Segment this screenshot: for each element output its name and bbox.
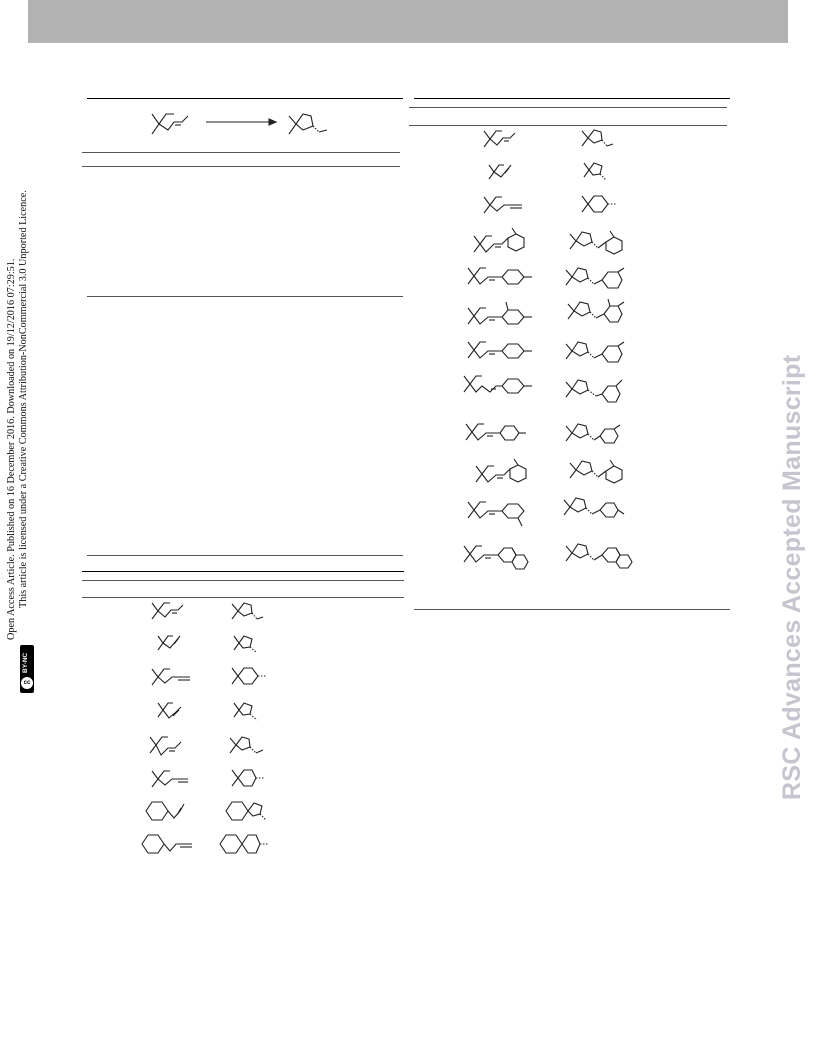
left-table-header-rule-2 <box>82 580 404 581</box>
right-row11-substrate <box>466 496 528 530</box>
cc-license-badge[interactable] <box>20 645 34 693</box>
right-row7-product <box>564 338 632 366</box>
right-row10-product <box>568 457 634 487</box>
scheme-header-rule-2 <box>82 166 400 167</box>
right-row9-substrate <box>464 421 530 445</box>
left-table-top-rule <box>87 555 403 556</box>
left-row7-product <box>224 798 268 826</box>
right-row3-substrate <box>482 194 526 216</box>
scheme-product <box>287 108 337 138</box>
left-row2-product <box>232 633 262 655</box>
section-divider-rule <box>87 296 403 297</box>
right-row8-product <box>564 376 632 408</box>
right-row8-substrate <box>462 372 534 400</box>
left-row6-substrate <box>150 768 194 790</box>
left-row8-product <box>218 831 270 857</box>
scheme-header-rule-1 <box>82 152 400 153</box>
left-row5-substrate <box>148 734 186 758</box>
left-row6-product <box>230 766 268 790</box>
right-table-header-rule-2 <box>409 125 727 126</box>
right-row4-substrate <box>472 228 534 256</box>
right-row2-product <box>582 160 612 184</box>
scheme-top-rule <box>87 98 403 99</box>
right-row4-product <box>568 228 634 256</box>
cc-logo-icon: cc <box>21 677 33 689</box>
right-row7-substrate <box>466 339 534 363</box>
left-row8-substrate <box>140 831 196 857</box>
reaction-arrow-icon <box>205 117 277 127</box>
right-row12-product <box>564 540 642 570</box>
right-row2-substrate <box>487 162 515 182</box>
right-row11-product <box>562 494 628 524</box>
left-row3-product <box>230 664 270 688</box>
right-row3-product <box>580 192 620 216</box>
right-row5-product <box>564 264 632 292</box>
top-banner <box>28 0 788 43</box>
right-row1-product <box>580 127 616 151</box>
right-row12-substrate <box>462 540 540 574</box>
right-row1-substrate <box>482 128 518 150</box>
right-row6-product <box>566 298 634 328</box>
right-row10-substrate <box>474 458 534 486</box>
license-badge-text: BY-NC <box>22 652 29 673</box>
left-row4-product <box>232 700 262 724</box>
left-row2-substrate <box>156 633 184 653</box>
right-table-header-rule-1 <box>409 107 727 108</box>
left-row5-product <box>228 734 266 758</box>
right-row6-substrate <box>466 300 534 330</box>
left-row1-substrate <box>150 600 186 622</box>
left-table-header-rule-1 <box>82 571 404 572</box>
left-table-header-rule-3 <box>82 597 404 598</box>
left-row7-substrate <box>144 798 188 824</box>
right-row9-product <box>564 420 628 448</box>
left-row3-substrate <box>150 666 194 688</box>
citation-line-2: This article is licensed under a Creative Commons Attribution-NonCommercial 3.0 Unported Licence. <box>18 190 29 608</box>
right-table-bottom-rule <box>414 609 730 610</box>
right-row5-substrate <box>466 265 534 289</box>
scheme-substrate <box>150 108 200 136</box>
right-table-top-rule <box>414 98 730 99</box>
journal-watermark: RSC Advances Accepted Manuscript <box>778 354 806 800</box>
citation-line-1: Open Access Article. Published on 16 December 2016. Downloaded on 19/12/2016 07:29:51. <box>6 258 17 640</box>
left-row1-product <box>230 600 266 624</box>
left-margin-citation <box>0 140 36 660</box>
left-row4-substrate <box>156 700 184 722</box>
